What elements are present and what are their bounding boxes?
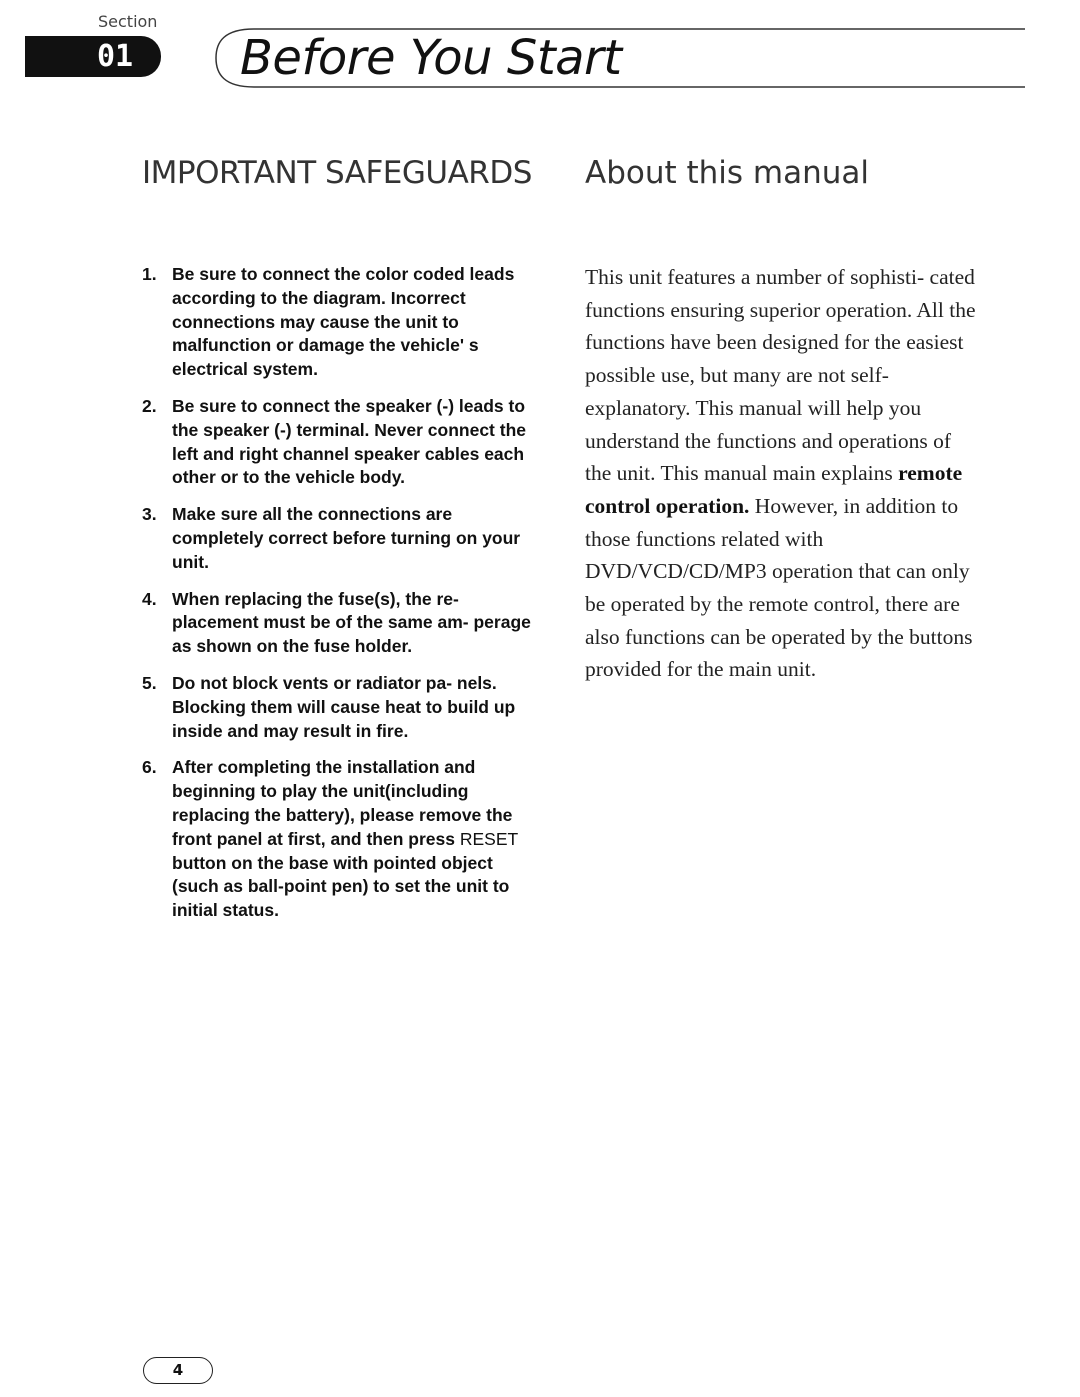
item-text: After completing the installation and beginning to play the unit(including replacing the battery), please remove the front panel at first, and then press (172, 757, 513, 849)
item-text: Do not block vents or radiator pa- nels. Blocking them will cause heat to build up inside and may result in fire. (172, 672, 516, 741)
about-manual-heading: About this manual (585, 155, 870, 191)
page-title: Before You Start (240, 30, 622, 86)
item-text: Make sure all the connections are completely correct before turning on your unit. (172, 504, 521, 572)
about-bold-phrase: remote control operation. (585, 461, 963, 518)
item-number: 1. (142, 264, 157, 284)
item-number: 5. (142, 672, 157, 693)
list-item (140, 672, 540, 743)
list-item (140, 263, 540, 382)
item-text: Be sure to connect the color coded leads according to the diagram. Incorrect connections may cause the unit to malfunction or damage the vehicle' s electrical system. (172, 264, 515, 380)
item-text: When replacing the fuse(s), the re- placement must be of the same am- perage as shown on the fuse holder. (172, 588, 531, 657)
item-number: 6. (142, 757, 157, 778)
section-number-badge: 01 (25, 36, 161, 77)
item-text: button on the base with pointed object (such as ball-point pen) to set the unit to initial status. (172, 852, 510, 921)
safeguards-list (140, 263, 540, 936)
list-item (140, 503, 540, 574)
item-text: Be sure to connect the speaker (-) leads to the speaker (-) terminal. Never connect the left and right channel speaker cables each other or to the vehicle body. (172, 395, 526, 488)
about-text-part: However, in addition to those functions related with DVD/VCD/CD/MP3 operation that can only be operated by the remote control, there are also functions can be operated by the buttons provided for the main unit. (585, 493, 973, 682)
about-text-part: This unit features a number of sophisti- cated functions ensuring superior operation. All the functions have been designed for the easiest possible use, but many are not self-explanatory. This manual will help you understand the functions and operations of the unit. This manual main explains (585, 265, 976, 486)
item-number: 2. (142, 395, 157, 416)
list-item (140, 756, 540, 923)
item-number: 3. (142, 504, 157, 525)
list-item (140, 588, 540, 659)
about-manual-body (585, 261, 980, 686)
safeguards-heading: IMPORTANT SAFEGUARDS (142, 155, 532, 191)
page-number: 4 (143, 1357, 213, 1384)
item-number: 4. (142, 588, 157, 609)
reset-term: RESET (459, 828, 519, 849)
list-item (140, 395, 540, 490)
section-label: Section (98, 12, 158, 31)
